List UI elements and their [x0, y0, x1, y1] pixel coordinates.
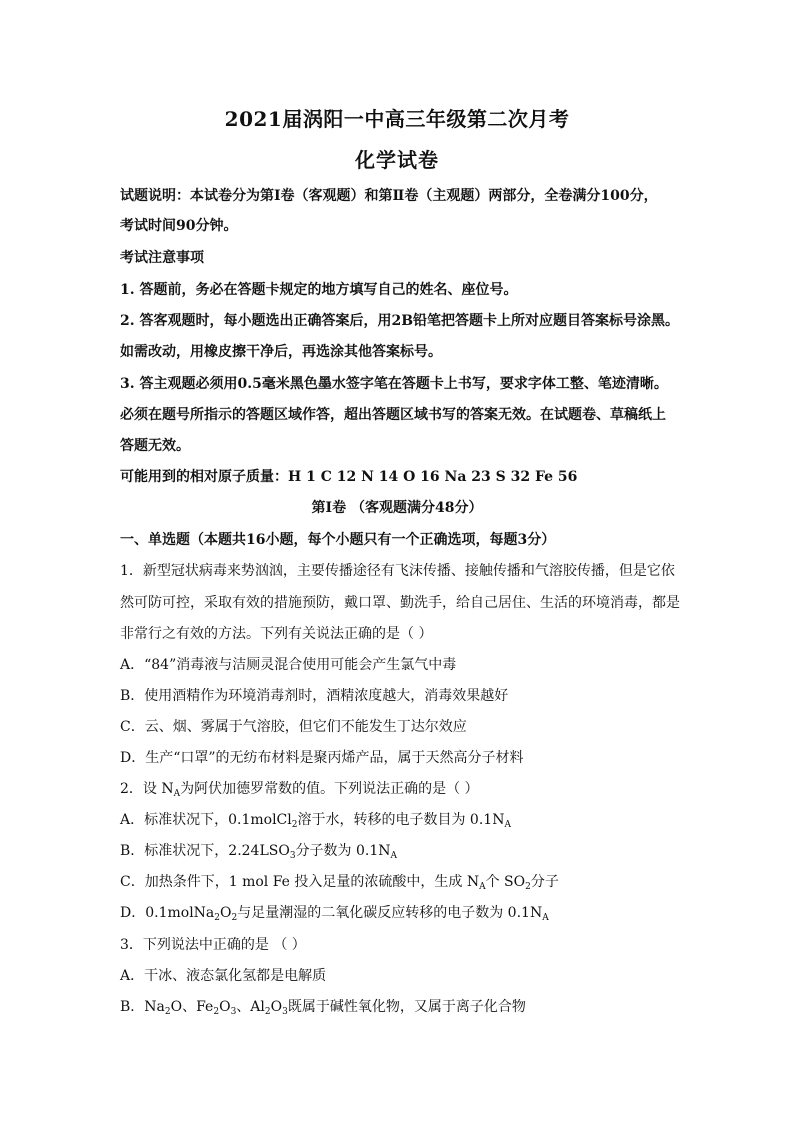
q2-option-c: C．加热条件下，1 mol Fe 投入足量的浓硫酸中，生成 $N_A$个 $SO_2$分子: [120, 874, 559, 892]
note-2-line2: 如需改动，用橡皮擦干净后，再选涂其他答案标号。: [120, 344, 442, 360]
note-3-line1: 3. 答主观题必须用0.5毫米黑色墨水签字笔在答题卡上书写，要求字体工整、笔迹清晰。: [120, 376, 668, 392]
q3-option-a: A．干冰、液态氯化氢都是电解质: [120, 968, 327, 984]
q1-stem-line1: 1．新型冠状病毒来势汹汹，主要传播途径有飞沫传播、接触传播和气溶胶传播，但是它依: [120, 563, 675, 579]
q1-option-c: C．云、烟、雾属于气溶胶，但它们不能发生丁达尔效应: [120, 719, 467, 735]
q2-option-a: A．标准状况下，0.1molCl$_2$溶于水，转移的电子数目为 $0.1N_A$: [120, 812, 511, 830]
note-3-line2: 必须在题号所指示的答题区域作答，超出答题区域书写的答案无效。在试题卷、草稿纸上: [120, 407, 666, 423]
q1-stem-line2: 然可防可控，采取有效的措施预防，戴口罩、勤洗手，给自己居住、生活的环境消毒，都是: [120, 595, 680, 611]
exam-subtitle: 化学试卷: [355, 148, 439, 172]
exam-description-line1: 试题说明：本试卷分为第Ⅰ卷（客观题）和第Ⅱ卷（主观题）两部分，全卷满分100分，: [120, 188, 658, 204]
note-3-line3: 答题无效。: [120, 438, 190, 454]
q3-stem: 3．下列说法中正确的是 （ ）: [120, 937, 306, 953]
exam-title: 2021届涡阳一中高三年级第二次月考: [224, 107, 570, 131]
q1-option-d: D．生产“口罩”的无纺布材料是聚丙烯产品，属于天然高分子材料: [120, 750, 524, 766]
atomic-mass-line: 可能用到的相对原子质量：H 1 C 12 N 14 O 16 Na 23 S 32 Fe 56: [120, 469, 578, 485]
q2-option-d: D．$0.1molNa_2O_2$与足量潮湿的二氧化碳反应转移的电子数为 $0.1N_A$: [120, 905, 549, 923]
q1-stem-line3: 非常行之有效的方法。下列有关说法正确的是（ ）: [120, 626, 433, 642]
q2-stem: 2．设 $N_A$为阿伏加德罗常数的值。下列说法正确的是（ ）: [120, 781, 479, 799]
part-1-heading: 一、单选题（本题共16小题，每个小题只有一个正确选项，每题3分）: [120, 532, 556, 548]
q2-option-b: B．标准状况下，$2.24LSO_3$分子数为 $0.1N_A$: [120, 843, 398, 861]
q1-option-b: B．使用酒精作为环境消毒剂时，酒精浓度越大，消毒效果越好: [120, 688, 509, 704]
q1-option-a: A．“84”消毒液与洁厕灵混合使用可能会产生氯气中毒: [120, 657, 457, 673]
notes-heading: 考试注意事项: [120, 250, 204, 266]
note-1: 1. 答题前，务必在答题卡规定的地方填写自己的姓名、座位号。: [120, 282, 518, 298]
q3-option-b: B．$Na_2O$、$Fe_2O_3$、$Al_2O_3$既属于碱性氧化物，又属于离子化合物: [120, 999, 526, 1017]
note-2-line1: 2. 答客观题时，每小题选出正确答案后，用2B铅笔把答题卡上所对应题目答案标号涂黑。: [120, 313, 680, 329]
exam-description-line2: 考试时间90分钟。: [120, 218, 238, 234]
section-1-heading: 第Ⅰ卷 （客观题满分48分）: [311, 500, 483, 516]
